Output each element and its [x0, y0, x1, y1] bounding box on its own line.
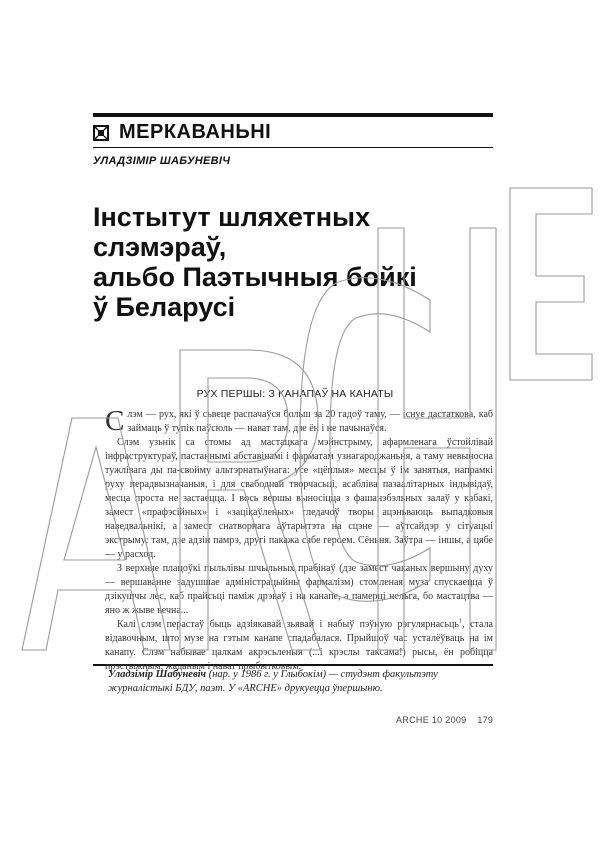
article-body	[105, 405, 493, 674]
paragraph-text: лэм — рух, які ў сьвеце распачаўся больш за 20 гадоў таму, — існуе дастаткова, каб займаць ў тупік паўсюль — нават там, дзе ён і не пачынаўся.	[127, 409, 493, 434]
title-line: Інстытут шляхетных	[93, 202, 371, 232]
paragraph: З верхняе плацоўкі пыльлівы шчыльных прабінаў (дзе замест чаканых вершыну духу — вершаванне задушшае адміністрацыйны фармалізм) стомленая муза спускаецца ў дзікушчы лес, каб прайсьці паміж дрэваў і на канапе, а памерці нельга, бо мастацтва — яно ж жыве вечна...	[105, 563, 493, 616]
section-label: МЕРКАВАНЬНІ	[119, 121, 272, 143]
paragraph: Слэм узьнік са стомы ад мастацкага мэйнстрыму, афармленага ўстойлівай інфраструктураў, пастаннымі абставінамі і фарматам узнагароджаньня, а таму невыносна тужлівага ды па-свойму альтэрнатыўнага: усе «цёплыя» месцы ў ім занятыя, напрамкі руху перадвызначаныя, і для свабоднай творчасьці, асабліва пазаалітарных індывідаў, месца проста не застаецца. І вось вершы выносіцца з фашанэбэльных залаў у кабакі, замест «прафэсійных» і «зацікаўленых» гледачоў творы ацэньваюць выпадковыя наведвальнікі, а замест снатворнага аўтарытэта на сцэне — аўтсайдэр у сітуацыі экстрыму: там, дзе адзін памрэ, другі пакажа сябе героем. Сёньня. Заўтра — іншы, а цябе — у расход.	[105, 437, 493, 560]
bio-text: (нар. у 1986 г. у Глыбокім) — студэнт факультэту журналістыкі БДУ, паэт. У «ARCHE» друкуецца ўпершыню.	[108, 669, 438, 694]
article-title	[93, 202, 453, 322]
paragraph-text: Калі слэм перастаў быць адзіякавай зьявай і набыў пэўную рэгулярнасьць	[117, 619, 459, 630]
title-line: ў Беларусі	[93, 292, 236, 322]
title-line: слэмэраў,	[93, 232, 227, 262]
paragraph-text: , стала відавочным, што музе на гэтым канапе спадабалася. Прыйшоў час усталёўваць на ім канапу. Слэм набывае цалкам акрэсьленыя (...і крэслы таксама!) рысы, ён робіцца прэстыжным, жаданым і нават прыбытковым.	[105, 619, 493, 672]
footnote-ref[interactable]: 1	[458, 617, 463, 625]
page-footer	[396, 715, 493, 725]
bio-author-name: Уладзімір Шабуневіч	[108, 669, 207, 680]
paragraph	[105, 405, 493, 437]
title-line: альбо Паэтычныя бойкі	[93, 262, 417, 292]
drop-cap: С	[105, 405, 125, 437]
page-number: 179	[477, 715, 494, 725]
section-header	[93, 121, 271, 144]
author-bio	[108, 668, 493, 696]
section-top-rule	[93, 113, 493, 117]
section-bottom-rule	[93, 147, 493, 148]
footer-issue: 10	[431, 715, 443, 725]
paragraph	[105, 618, 493, 674]
author-name-header: УЛАДЗІМІР ШАБУНЕВІЧ	[93, 155, 231, 167]
ornament-square-icon	[93, 125, 109, 141]
footer-year: 2009	[445, 715, 467, 725]
article-subtitle: РУХ ПЕРШЫ: З КАНАПАЎ НА КАНАТЫ	[196, 388, 394, 400]
footer-journal: ARCHE	[396, 715, 430, 725]
